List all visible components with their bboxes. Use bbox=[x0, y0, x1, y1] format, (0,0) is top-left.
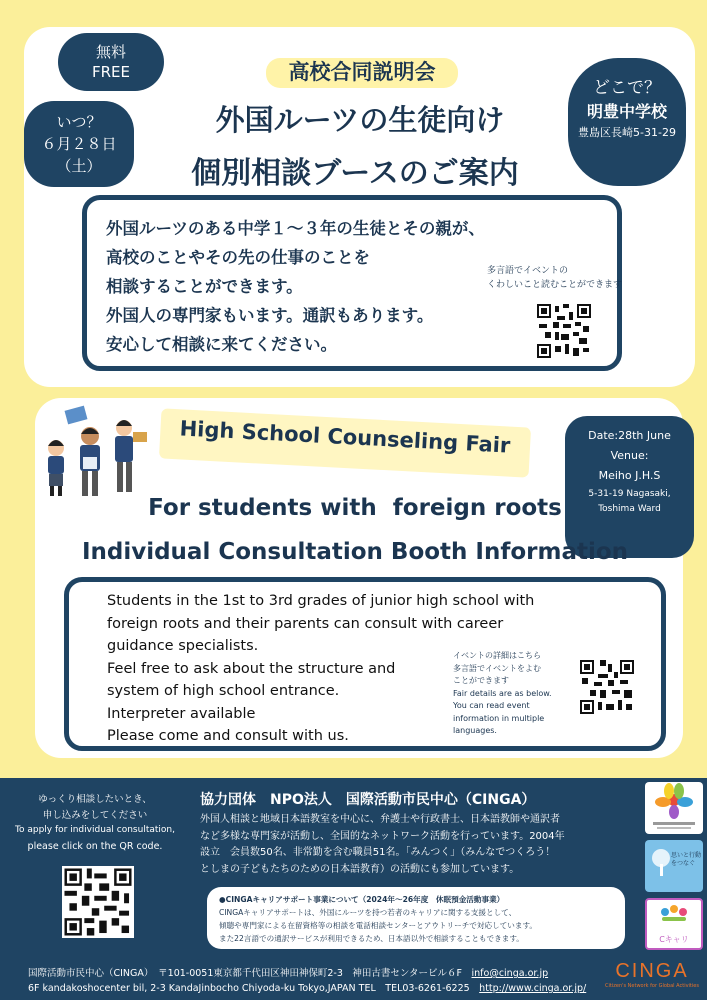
career-line: また22言語での通訳サービスが利用できるため、日本語以外で相談することもできます。 bbox=[219, 934, 524, 943]
free-badge bbox=[58, 33, 164, 91]
ja-qr-note-line: くわしいこと読むことができます bbox=[487, 280, 623, 290]
address-text-en: 6F kandakoshocenter bil, 2-3 KandaJinbocho Chiyoda-ku Tokyo,JAPAN TEL TEL03-6261-6225 bbox=[28, 983, 480, 994]
when-date: ６月２８日 bbox=[41, 135, 117, 153]
en-date: Date:28th June bbox=[588, 429, 671, 442]
en-address-2: Toshima Ward bbox=[598, 504, 661, 514]
org-desc-line: など多様な専門家が活動し、全国的なネットワーク活動を行っています。2004年 bbox=[200, 830, 565, 842]
ccari-logo bbox=[645, 898, 703, 950]
en-qr-note-line: information in multiple bbox=[453, 713, 545, 723]
ja-body bbox=[106, 214, 536, 359]
apply-line: 申し込みをしてください bbox=[42, 809, 148, 821]
ja-qr-note-line: 多言語でイベントの bbox=[487, 266, 569, 276]
en-qr-note-line: languages. bbox=[453, 726, 497, 735]
en-title-line2: Individual Consultation Booth Information bbox=[81, 539, 629, 565]
address-line-1 bbox=[28, 965, 548, 979]
free-ja-label: 無料 bbox=[95, 43, 126, 61]
org-desc-line: 外国人相談と地域日本語教室を中心に、弁護士や行政書士、日本語教師や通訳者 bbox=[200, 814, 560, 825]
en-qr-note bbox=[453, 650, 568, 738]
people-icon bbox=[647, 900, 701, 930]
flower-logo bbox=[645, 782, 703, 834]
when-question: いつ？ bbox=[56, 113, 102, 131]
ja-qr-note bbox=[487, 264, 623, 292]
en-school: Meiho J.H.S bbox=[598, 469, 661, 482]
email-link[interactable]: info@cinga.or.jp bbox=[471, 968, 549, 979]
address-text-ja: 国際活動市民中心（CINGA） 〒101-0051東京都千代田区神田神保町2-3 神田古書センタービル６F bbox=[28, 968, 472, 979]
org-description bbox=[200, 812, 625, 878]
where-address: 豊島区長崎5-31-29 bbox=[578, 126, 676, 139]
ja-title-line1: 外国ルーツの生徒向け bbox=[215, 103, 505, 137]
career-line: CINGAキャリアサポートは、外国にルーツを持つ若者のキャリアに関する支援として、 bbox=[219, 908, 517, 917]
ccari-text: Cキャリ bbox=[659, 935, 689, 944]
org-heading: 協力団体 NPO法人 国際活動市民中心（CINGA） bbox=[200, 792, 536, 808]
career-support-box bbox=[207, 887, 625, 949]
ja-qr-code[interactable] bbox=[535, 302, 593, 360]
apply-line: please click on the QR code. bbox=[27, 840, 163, 852]
en-body-line: Interpreter available bbox=[107, 705, 256, 722]
ja-title-line2: 個別相談ブースのご案内 bbox=[191, 156, 519, 191]
en-qr-note-line: You can read event bbox=[453, 701, 530, 710]
career-line: 傾聴や専門家による在留資格等の相談を電話相談センターとアウトリーチで対応しています。 bbox=[219, 921, 538, 930]
en-venue-label: Venue: bbox=[610, 449, 649, 462]
en-body-line: Students in the 1st to 3rd grades of junior high school with bbox=[107, 593, 535, 609]
en-body-line: Please come and consult with us. bbox=[107, 728, 349, 744]
ja-body-line: 外国人の専門家もいます。通訳もあります。 bbox=[106, 306, 434, 325]
org-desc-line: としまの子どもたちのための日本語教育）の活動にも参加しています。 bbox=[200, 863, 520, 875]
apply-qr-code[interactable] bbox=[62, 866, 134, 938]
ja-body-line: 相談することができます。 bbox=[106, 277, 303, 296]
career-line: ●CINGAキャリアサポート事業について（2024年～26年度 休眠預金活動事業） bbox=[219, 895, 505, 904]
where-badge bbox=[568, 58, 686, 186]
en-qr-note-line: ことができます bbox=[453, 676, 509, 685]
where-school: 明豊中学校 bbox=[586, 102, 667, 121]
cinga-logo-sub: Citizen's Network for Global Activities bbox=[605, 983, 699, 989]
free-en-label: FREE bbox=[91, 63, 130, 81]
en-qr-code[interactable] bbox=[578, 658, 636, 716]
en-date-venue-badge bbox=[565, 416, 694, 558]
ja-body-line: 安心して相談に来てください。 bbox=[106, 335, 337, 354]
en-title-line1: For students with foreign roots bbox=[148, 495, 562, 521]
en-body-line: Feel free to ask about the structure and bbox=[107, 660, 396, 677]
flower-icon bbox=[645, 782, 703, 834]
students-illustration bbox=[38, 402, 150, 498]
apply-text bbox=[6, 792, 184, 854]
apply-line: ゆっくり相談したいとき、 bbox=[38, 794, 152, 805]
tree-logo-text: 思いと行動をつなぐ bbox=[671, 852, 702, 867]
ja-body-line: 高校のことやその先の仕事のことを bbox=[106, 248, 370, 267]
en-body-line: system of high school entrance. bbox=[107, 683, 340, 699]
ja-body-line: 外国ルーツのある中学１～３年の生徒とその親が、 bbox=[106, 219, 485, 238]
when-badge bbox=[24, 101, 134, 187]
en-qr-note-line: 多言語でイベントをよむ bbox=[453, 663, 541, 673]
cinga-logo bbox=[602, 960, 702, 989]
tree-logo bbox=[645, 840, 703, 892]
where-question: どこで？ bbox=[593, 78, 661, 98]
en-address-1: 5-31-19 Nagasaki, bbox=[588, 489, 671, 499]
ja-subtitle: 高校合同説明会 bbox=[288, 60, 436, 84]
apply-line: To apply for individual consultation, bbox=[15, 825, 175, 835]
en-qr-note-line: Fair details are as below. bbox=[453, 688, 552, 698]
website-link[interactable]: http://www.cinga.or.jp/ bbox=[479, 983, 587, 994]
en-banner: High School Counseling Fair bbox=[179, 416, 511, 458]
en-qr-note-line: イベントの詳細はこちら bbox=[453, 651, 541, 660]
cinga-logo-text: CINGA bbox=[615, 960, 689, 982]
en-body-line: foreign roots and their parents can consult with career bbox=[107, 615, 504, 632]
address-line-2 bbox=[28, 980, 586, 994]
org-desc-line: 設立 会員数50名、非常勤を含む職員51名。「みんつく」（みんなでつくろう！ bbox=[200, 847, 556, 858]
when-day: （土） bbox=[56, 157, 102, 175]
en-body-line: guidance specialists. bbox=[107, 638, 259, 654]
